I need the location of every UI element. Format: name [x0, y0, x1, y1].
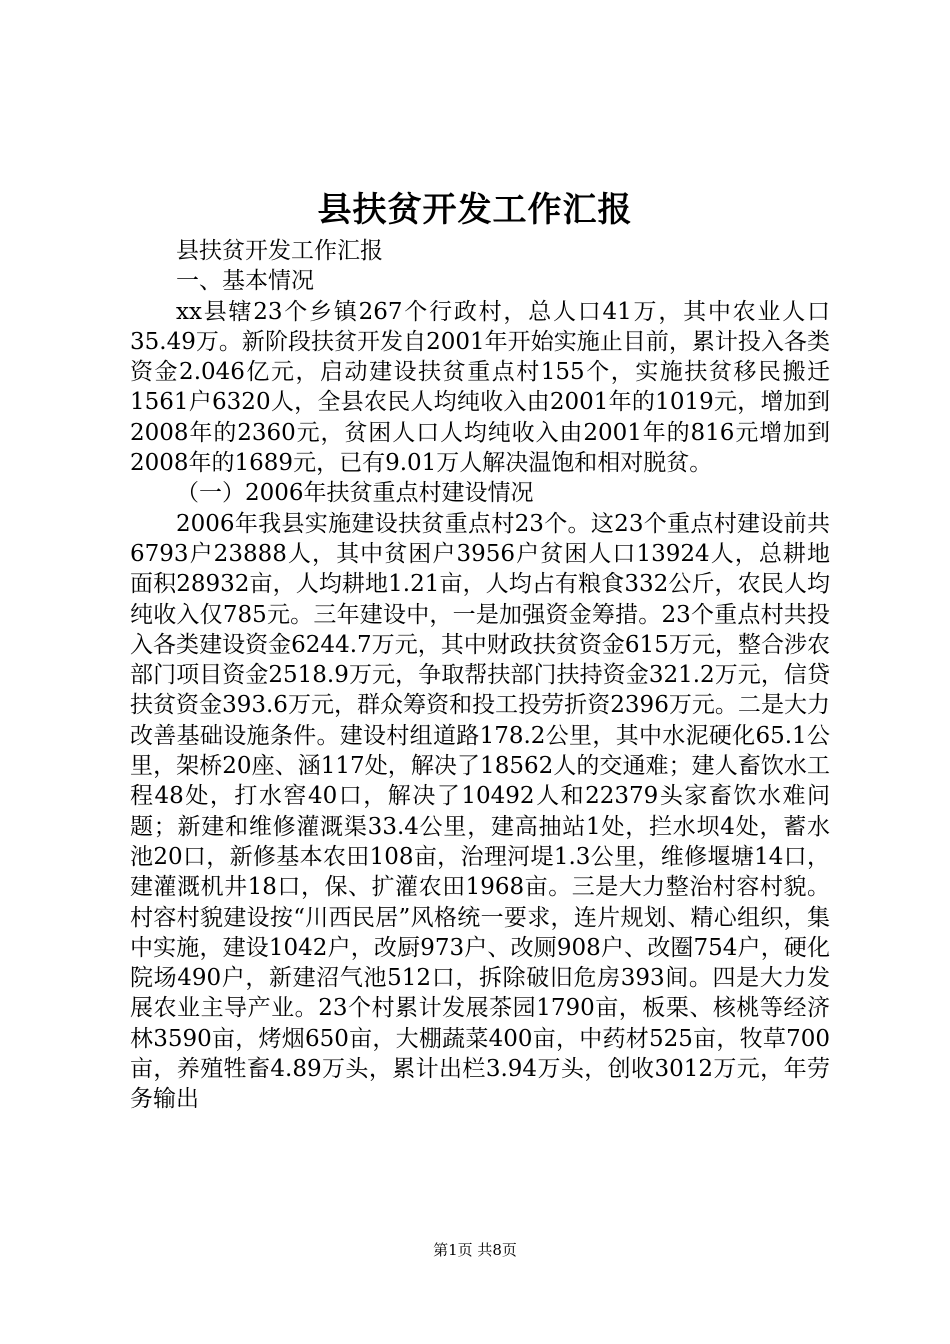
subsection-heading: （一）2006年扶贫重点村建设情况 [176, 480, 534, 507]
paragraph: 2006年我县实施建设扶贫重点村23个。这23个重点村建设前共6793户23888人，其中贫困户3956户贫困人口13924人，总耕地面积28932亩，人均耕地1.21亩，人均占有粮食332公斤，农民人均纯收入仅785元。三年建设中，一是加强资金筹措。23个重点村共投入各类建设资金6244.7万元，其中财政扶贫资金615万元，整合涉农部门项目资金2518.9万元，争取帮扶部门扶持资金321.2万元，信贷扶贫资金393.6万元，群众筹资和投工投劳折资2396万元。二是大力改善基础设施条件。建设村组道路178.2公里，其中水泥硬化65.1公里，架桥20座、涵117处，解决了18562人的交通难；建人畜饮水工程48处，打水窖40口，解决了10492人和22379头家畜饮水难问题；新建和维修灌溉渠33.4公里，建高抽站1处，拦水坝4处，蓄水池20口，新修基本农田108亩，治理河堤1.3公里，维修堰塘14口，建灌溉机井18口，保、扩灌农田1968亩。三是大力整治村容村貌。村容村貌建设按“川西民居”风格统一要求，连片规划、精心组织，集中实施，建设1042户，改厨973户、改厕908户、改圈754户，硬化院场490户，新建沼气池512口，拆除破旧危房393间。四是大力发展农业主导产业。23个村累计发展茶园1790亩，板栗、核桃等经济林3590亩，烤烟650亩，大棚蔬菜400亩，中药材525亩，牧草700亩，养殖牲畜4.89万头，累计出栏3.94万头，创收3012万元，年劳务输出 [130, 510, 830, 1113]
page-footer: 第1页 共8页 [433, 1241, 517, 1259]
document-title: 县扶贫开发工作汇报 [317, 190, 633, 230]
body-heading: 县扶贫开发工作汇报 [176, 238, 383, 264]
section-heading: 一、基本情况 [176, 268, 314, 295]
paragraph: xx县辖23个乡镇267个行政村，总人口41万，其中农业人口35.49万。新阶段扶贫开发自2001年开始实施止目前，累计投入各类资金2.046亿元，启动建设扶贫重点村155个，实施扶贫移民搬迁1561户6320人，全县农民人均纯收入由2001年的1019元，增加到2008年的2360元，贫困人口人均纯收入由2001年的816元增加到2008年的1689元，已有9.01万人解决温饱和相对脱贫。 [130, 298, 830, 477]
document-body [130, 236, 830, 1115]
